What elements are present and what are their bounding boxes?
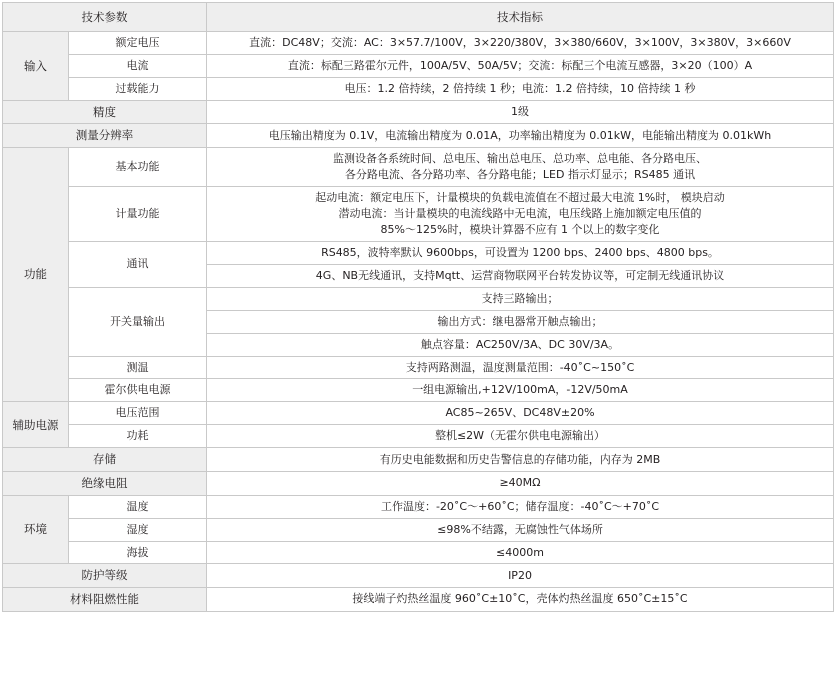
value-cell — [207, 124, 834, 148]
value-line: RS485，波特率默认 9600bps，可设置为 1200 bps、2400 bps、4800 bps。 — [321, 245, 719, 259]
table-row — [3, 402, 834, 425]
value-cell — [207, 241, 834, 264]
table-row — [3, 148, 834, 187]
table-row — [3, 425, 834, 448]
group-label: 测量分辨率 — [3, 124, 207, 148]
value-line: 整机≤2W（无霍尔供电电源输出） — [434, 429, 606, 443]
table-row — [3, 187, 834, 242]
specification-table — [2, 2, 834, 612]
sub-label: 电压范围 — [69, 402, 207, 425]
table-row — [3, 518, 834, 541]
value-cell — [207, 541, 834, 564]
value-line: 监测设备各系统时间、总电压、输出总电压、总功率、总电能、各分路电压、 — [333, 152, 707, 166]
sub-label: 霍尔供电电源 — [69, 379, 207, 402]
sub-label: 计量功能 — [69, 187, 207, 242]
table-row — [3, 379, 834, 402]
header-cell-indicators: 技术指标 — [207, 3, 834, 32]
table-row — [3, 287, 834, 310]
sub-label: 海拔 — [69, 541, 207, 564]
value-line: 触点容量：AC250V/3A、DC 30V/3A。 — [420, 337, 620, 351]
table-row — [3, 241, 834, 264]
value-line: 支持三路输出； — [481, 291, 559, 305]
value-line: 4G、NB无线通讯，支持Mqtt、运营商物联网平台转发协议等，可定制无线通讯协议 — [315, 268, 725, 282]
sub-label: 电流 — [69, 54, 207, 77]
value-cell — [207, 564, 834, 588]
group-label: 环境 — [3, 495, 69, 564]
value-line: 接线端子灼热丝温度 960˚C±10˚C，壳体灼热丝温度 650˚C±15˚C — [352, 592, 688, 606]
value-line: 起动电流：额定电压下，计量模块的负载电流值在不超过最大电流 1%时， 模块启动 — [315, 191, 725, 205]
table-row — [3, 564, 834, 588]
value-cell — [207, 402, 834, 425]
value-cell — [207, 287, 834, 310]
table-row — [3, 495, 834, 518]
value-cell — [207, 425, 834, 448]
value-cell — [207, 356, 834, 379]
sub-label: 湿度 — [69, 518, 207, 541]
value-line: 潜动电流：当计量模块的电流线路中无电流，电压线路上施加额定电压值的 — [338, 206, 702, 220]
sub-label: 额定电压 — [69, 32, 207, 55]
value-line: AC85~265V、DC48V±20% — [445, 406, 595, 420]
table-row — [3, 32, 834, 55]
table-header-row — [3, 3, 834, 32]
value-cell — [207, 471, 834, 495]
value-line: 支持两路测温，温度测量范围：-40˚C~150˚C — [405, 360, 635, 374]
table-row — [3, 356, 834, 379]
value-cell — [207, 379, 834, 402]
table-row — [3, 124, 834, 148]
sub-label: 测温 — [69, 356, 207, 379]
table-row — [3, 471, 834, 495]
value-cell — [207, 518, 834, 541]
value-line: ≥40MΩ — [499, 476, 541, 490]
value-cell — [207, 333, 834, 356]
value-cell — [207, 187, 834, 242]
value-line: 一组电源输出,+12V/100mA，-12V/50mA — [412, 383, 628, 397]
group-label: 辅助电源 — [3, 402, 69, 448]
value-line: 1级 — [511, 105, 529, 119]
table-row — [3, 541, 834, 564]
sub-label: 过载能力 — [69, 77, 207, 100]
table-row — [3, 588, 834, 612]
table-row — [3, 54, 834, 77]
value-cell — [207, 32, 834, 55]
value-line: 直流：标配三路霍尔元件，100A/5V、50A/5V；交流：标配三个电流互感器，3×20（100）A — [287, 58, 753, 72]
table-row — [3, 77, 834, 100]
sub-label: 开关量输出 — [69, 287, 207, 356]
group-label: 精度 — [3, 100, 207, 124]
value-cell — [207, 77, 834, 100]
value-line: 85%～125%时，模块计算器不应有 1 个以上的数字变化 — [380, 222, 660, 236]
value-cell — [207, 54, 834, 77]
value-line: 电压输出精度为 0.1V，电流输出精度为 0.01A，功率输出精度为 0.01kW，电能输出精度为 0.01kWh — [268, 128, 772, 142]
value-cell — [207, 448, 834, 472]
table-row — [3, 448, 834, 472]
value-line: 输出方式：继电器常开触点输出； — [437, 314, 603, 328]
value-line: ≤4000m — [496, 545, 544, 559]
value-cell — [207, 100, 834, 124]
value-line: 电压：1.2 倍持续，2 倍持续 1 秒；电流：1.2 倍持续，10 倍持续 1 秒 — [344, 81, 696, 95]
table-row — [3, 100, 834, 124]
group-label: 存储 — [3, 448, 207, 472]
value-cell — [207, 588, 834, 612]
value-line: 工作温度：-20˚C～+60˚C；储存温度：-40˚C～+70˚C — [380, 499, 660, 513]
sub-label: 通讯 — [69, 241, 207, 287]
header-cell-parameters: 技术参数 — [3, 3, 207, 32]
value-line: 各分路电流、各分路功率、各分路电能；LED 指示灯显示；RS485 通讯 — [344, 168, 696, 182]
value-cell — [207, 495, 834, 518]
group-label: 防护等级 — [3, 564, 207, 588]
group-label: 功能 — [3, 148, 69, 402]
value-line: IP20 — [508, 568, 532, 582]
sub-label: 温度 — [69, 495, 207, 518]
value-cell — [207, 264, 834, 287]
value-line: 直流：DC48V；交流：AC：3×57.7/100V，3×220/380V，3×380/660V，3×100V，3×380V，3×660V — [249, 36, 791, 49]
sub-label: 功耗 — [69, 425, 207, 448]
group-label: 输入 — [3, 32, 69, 101]
value-line: ≤98%不结露，无腐蚀性气体场所 — [437, 522, 603, 536]
group-label: 绝缘电阻 — [3, 471, 207, 495]
value-cell — [207, 148, 834, 187]
sub-label: 基本功能 — [69, 148, 207, 187]
value-line: 有历史电能数据和历史告警信息的存储功能，内存为 2MB — [379, 452, 661, 466]
value-cell — [207, 310, 834, 333]
group-label: 材料阻燃性能 — [3, 588, 207, 612]
